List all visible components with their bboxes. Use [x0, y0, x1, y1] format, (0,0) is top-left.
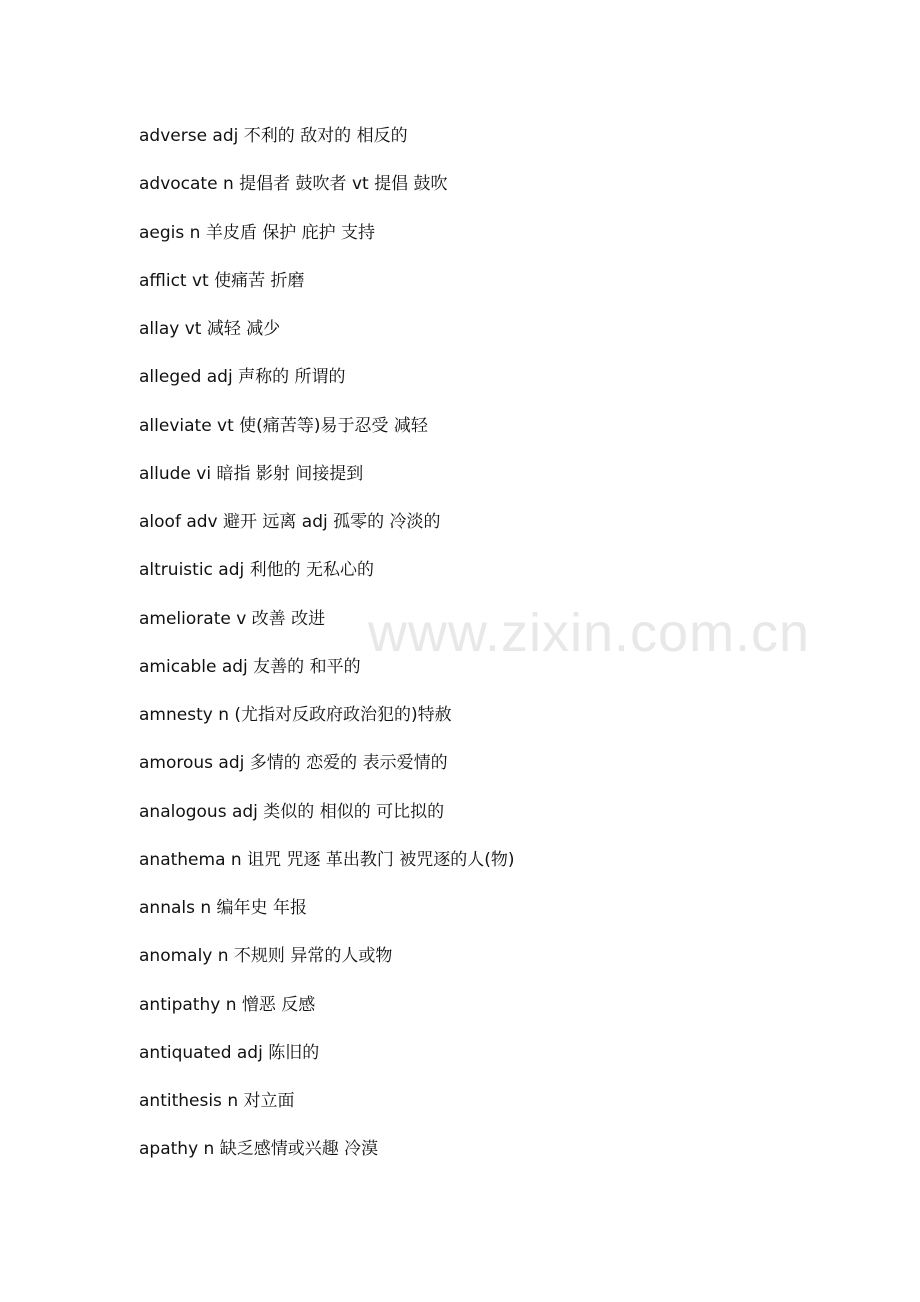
vocabulary-entry: altruistic adj 利他的 无私心的 — [139, 560, 375, 581]
vocabulary-entry: amorous adj 多情的 恋爱的 表示爱情的 — [139, 753, 448, 774]
vocabulary-entry: adverse adj 不利的 敌对的 相反的 — [139, 126, 408, 146]
vocabulary-entry: aegis n 羊皮盾 保护 庇护 支持 — [139, 222, 376, 243]
vocabulary-entry: allay vt 减轻 减少 — [139, 319, 281, 339]
vocabulary-entry: advocate n 提倡者 鼓吹者 vt 提倡 鼓吹 — [139, 174, 448, 195]
vocabulary-entry: amicable adj 友善的 和平的 — [139, 656, 361, 677]
vocabulary-entry: allude vi 暗指 影射 间接提到 — [139, 463, 364, 484]
watermark: www.zixin.com.cn — [368, 603, 811, 663]
vocabulary-entry: analogous adj 类似的 相似的 可比拟的 — [139, 801, 445, 822]
vocabulary-entry: aloof adv 避开 远离 adj 孤零的 冷淡的 — [139, 512, 441, 532]
vocabulary-entry: afflict vt 使痛苦 折磨 — [139, 270, 305, 291]
vocabulary-entry: alleged adj 声称的 所谓的 — [139, 367, 346, 388]
vocabulary-entry: anathema n 诅咒 咒逐 革出教门 被咒逐的人(物) — [139, 849, 515, 870]
vocabulary-entry: antipathy n 憎恶 反感 — [139, 994, 316, 1015]
vocabulary-entry: apathy n 缺乏感情或兴趣 冷漠 — [139, 1139, 379, 1160]
vocabulary-entry: anomaly n 不规则 异常的人或物 — [139, 946, 393, 967]
vocabulary-entry: annals n 编年史 年报 — [139, 898, 307, 918]
vocabulary-entry: antithesis n 对立面 — [139, 1091, 295, 1111]
vocabulary-entry: antiquated adj 陈旧的 — [139, 1042, 320, 1063]
vocabulary-entry: ameliorate v 改善 改进 — [139, 608, 326, 629]
vocabulary-entry: amnesty n (尤指对反政府政治犯的)特赦 — [139, 705, 452, 725]
vocabulary-entry: alleviate vt 使(痛苦等)易于忍受 减轻 — [139, 415, 428, 436]
